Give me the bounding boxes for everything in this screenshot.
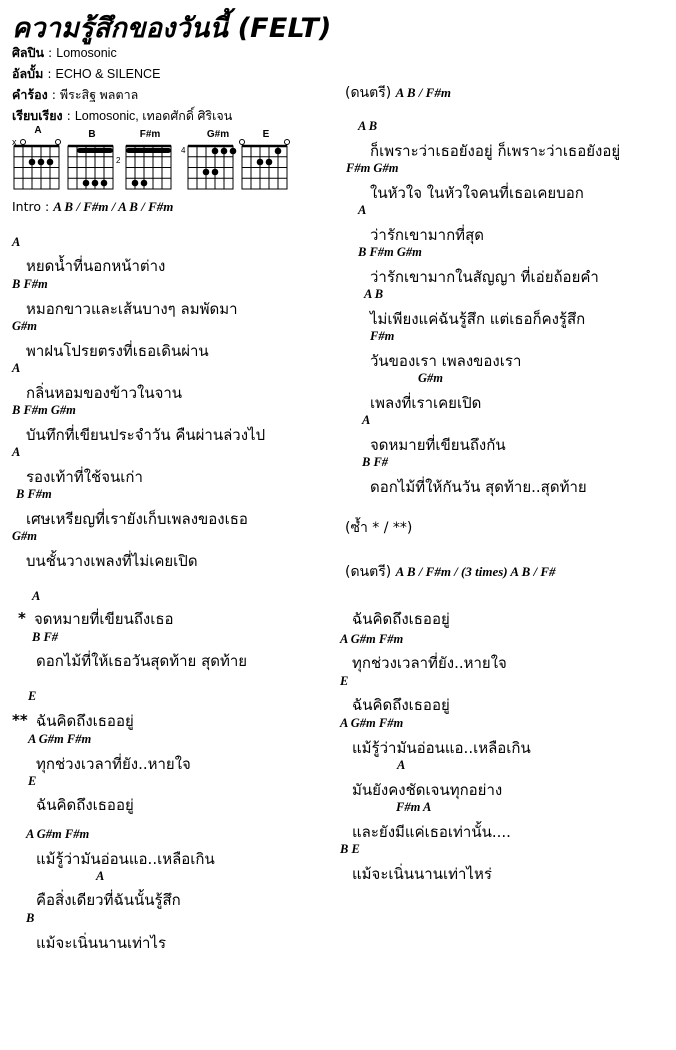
meta-arranger: เรียบเรียง : Lomosonic, เทอดศักดิ์ ศิริเจน xyxy=(12,108,233,123)
chord-line: B F# xyxy=(362,455,389,469)
chord-name: F#m xyxy=(139,129,161,140)
lyric-line: แม้จะเนิ่นนานเท่าไร xyxy=(36,934,167,952)
song-title: ความรู้สึกของวันนี้ (FELT) xyxy=(12,13,332,44)
chord-line: F#m A xyxy=(396,800,432,814)
fret-marker: 2 xyxy=(116,156,121,165)
chord-line: A G#m F#m xyxy=(340,632,404,646)
lyric-line: แม้จะเนิ่นนานเท่าไหร่ xyxy=(352,865,492,883)
lyric-line: คือสิ่งเดียวที่ฉันนั้นรู้สึก xyxy=(36,891,181,909)
chord-diagram-e xyxy=(240,129,290,189)
chord-name: G#m xyxy=(206,129,230,140)
chord-line: G#m xyxy=(418,371,443,385)
lyric-line: จดหมายที่เขียนถึงเธอ xyxy=(34,610,174,628)
chord-line: G#m xyxy=(12,319,37,333)
intro-line xyxy=(12,199,173,215)
lyric-line: ฉันคิดถึงเธออยู่ xyxy=(352,610,450,628)
chord-diagrams xyxy=(8,124,298,194)
chord-line: A B xyxy=(358,119,378,133)
meta-label: เรียบเรียง xyxy=(12,108,63,123)
chord-line: A xyxy=(32,589,41,603)
lyric-line: ฉันคิดถึงเธออยู่ xyxy=(36,712,134,730)
lyric-line: ว่ารักเขามากในสัญญา ที่เอ่ยถ้อยคำ xyxy=(370,268,599,286)
chord-line: A G#m F#m xyxy=(340,716,404,730)
chord-line: E xyxy=(28,774,37,788)
lyric-line: แม้รู้ว่ามันอ่อนแอ..เหลือเกิน xyxy=(36,850,215,868)
svg-text:x: x xyxy=(12,137,17,147)
note-chords: A B / F#m / (3 times) A B / F# xyxy=(395,564,556,579)
music-note-line xyxy=(345,561,556,583)
meta-value: ECHO & SILENCE xyxy=(55,67,161,81)
meta-label: ศิลปิน xyxy=(12,45,45,60)
lyric-line: ดอกไม้ที่ให้กันวัน สุดท้าย..สุดท้าย xyxy=(370,478,587,496)
meta-label: อัลบั้ม xyxy=(12,66,44,81)
chord-line: A xyxy=(12,445,21,459)
chord-line: B F#m G#m xyxy=(12,403,76,417)
lyric-line: ไม่เพียงแค่ฉันรู้สึก แต่เธอก็คงรู้สึก xyxy=(370,310,586,328)
chord-diagram-b xyxy=(68,129,121,189)
lyric-line: หมอกขาวและเส้นบางๆ ลมพัดมา xyxy=(26,300,238,318)
section-mark: * xyxy=(18,609,26,627)
section-mark: ** xyxy=(12,711,28,729)
chord-line: A G#m F#m xyxy=(28,732,92,746)
meta-album: อัลบั้ม : ECHO & SILENCE xyxy=(12,66,161,81)
chord-name: A xyxy=(34,125,42,136)
lyric-line: ทุกช่วงเวลาที่ยัง..หายใจ xyxy=(352,654,507,672)
lyric-line: ฉันคิดถึงเธออยู่ xyxy=(352,696,450,714)
meta-label: คำร้อง xyxy=(12,87,48,102)
chord-line: E xyxy=(340,674,349,688)
chord-line: E xyxy=(28,689,37,703)
chord-diagram-gsharp-m xyxy=(181,129,236,189)
lyric-line: บันทึกที่เขียนประจำวัน คืนผ่านล่วงไป xyxy=(26,426,266,444)
lyric-line: ดอกไม้ที่ให้เธอวันสุดท้าย สุดท้าย xyxy=(36,652,248,670)
chord-line: B F# xyxy=(32,630,59,644)
chord-line: A xyxy=(397,758,406,772)
lyric-line: ก็เพราะว่าเธอยังอยู่ ก็เพราะว่าเธอยังอยู่ xyxy=(370,142,621,160)
chord-line: A B xyxy=(364,287,384,301)
lyric-line: ในหัวใจ ในหัวใจคนที่เธอเคยบอก xyxy=(370,184,584,202)
chord-line: A G#m F#m xyxy=(26,827,90,841)
lyric-line: วันของเรา เพลงของเรา xyxy=(370,352,522,370)
chord-line: A xyxy=(96,869,105,883)
lyric-line: พาฝนโปรยตรงที่เธอเดินผ่าน xyxy=(26,342,209,360)
lyric-line: กลิ่นหอมของข้าวในจาน xyxy=(26,384,183,402)
meta-lyricist: คำร้อง : พีระสิฐ พลตาล xyxy=(12,87,139,102)
chord-line: B F#m G#m xyxy=(358,245,422,259)
chord-line: A xyxy=(358,203,367,217)
meta-value: Lomosonic, เทอดศักดิ์ ศิริเจน xyxy=(74,109,233,123)
chord-line: B E xyxy=(340,842,360,856)
repeat-note: (ซ้ำ * / **) xyxy=(345,520,413,536)
chord-line: A xyxy=(12,235,21,249)
chord-name: B xyxy=(88,129,96,140)
lyric-line: แม้รู้ว่ามันอ่อนแอ..เหลือเกิน xyxy=(352,739,531,757)
chord-line: A xyxy=(362,413,371,427)
lyric-line: เศษเหรียญที่เรายังเก็บเพลงของเธอ xyxy=(26,510,248,528)
chord-line: F#m xyxy=(370,329,395,343)
meta-artist: ศิลปิน : Lomosonic xyxy=(12,45,117,60)
note-label: (ดนตรี) xyxy=(345,85,392,101)
lyric-line: เพลงที่เราเคยเปิด xyxy=(370,394,482,412)
lyric-line: มันยังคงชัดเจนทุกอย่าง xyxy=(352,781,503,799)
chord-line: B F#m xyxy=(12,277,48,291)
chord-line: A xyxy=(12,361,21,375)
music-note-line xyxy=(345,82,451,104)
meta-value: Lomosonic xyxy=(56,46,117,60)
chord-diagram-a xyxy=(12,125,61,189)
chord-line: B F#m xyxy=(16,487,52,501)
lyric-line: ทุกช่วงเวลาที่ยัง..หายใจ xyxy=(36,755,191,773)
note-label: (ดนตรี) xyxy=(345,564,392,580)
chord-line: G#m xyxy=(12,529,37,543)
lyric-line: จดหมายที่เขียนถึงกัน xyxy=(370,436,506,454)
fret-marker: 4 xyxy=(181,146,186,155)
intro-label: Intro : xyxy=(12,199,50,214)
lyric-line: ว่ารักเขามากที่สุด xyxy=(370,226,484,244)
intro-chords: A B / F#m / A B / F#m xyxy=(53,199,174,214)
lyric-line: ฉันคิดถึงเธออยู่ xyxy=(36,796,134,814)
lyric-line: รองเท้าที่ใช้จนเก่า xyxy=(26,468,143,486)
lyric-line: และยังมีแค่เธอเท่านั้น.... xyxy=(352,823,511,841)
lyric-line: บนชั้นวางเพลงที่ไม่เคยเปิด xyxy=(26,552,198,570)
chord-name: E xyxy=(262,129,270,140)
chord-line: B xyxy=(26,911,35,925)
lyric-line: หยดน้ำที่นอกหน้าต่าง xyxy=(26,257,166,275)
chord-diagram-fsharp-m xyxy=(126,129,171,189)
chord-line: F#m G#m xyxy=(346,161,399,175)
note-chords: A B / F#m xyxy=(395,85,451,100)
meta-value: พีระสิฐ พลตาล xyxy=(59,88,139,102)
